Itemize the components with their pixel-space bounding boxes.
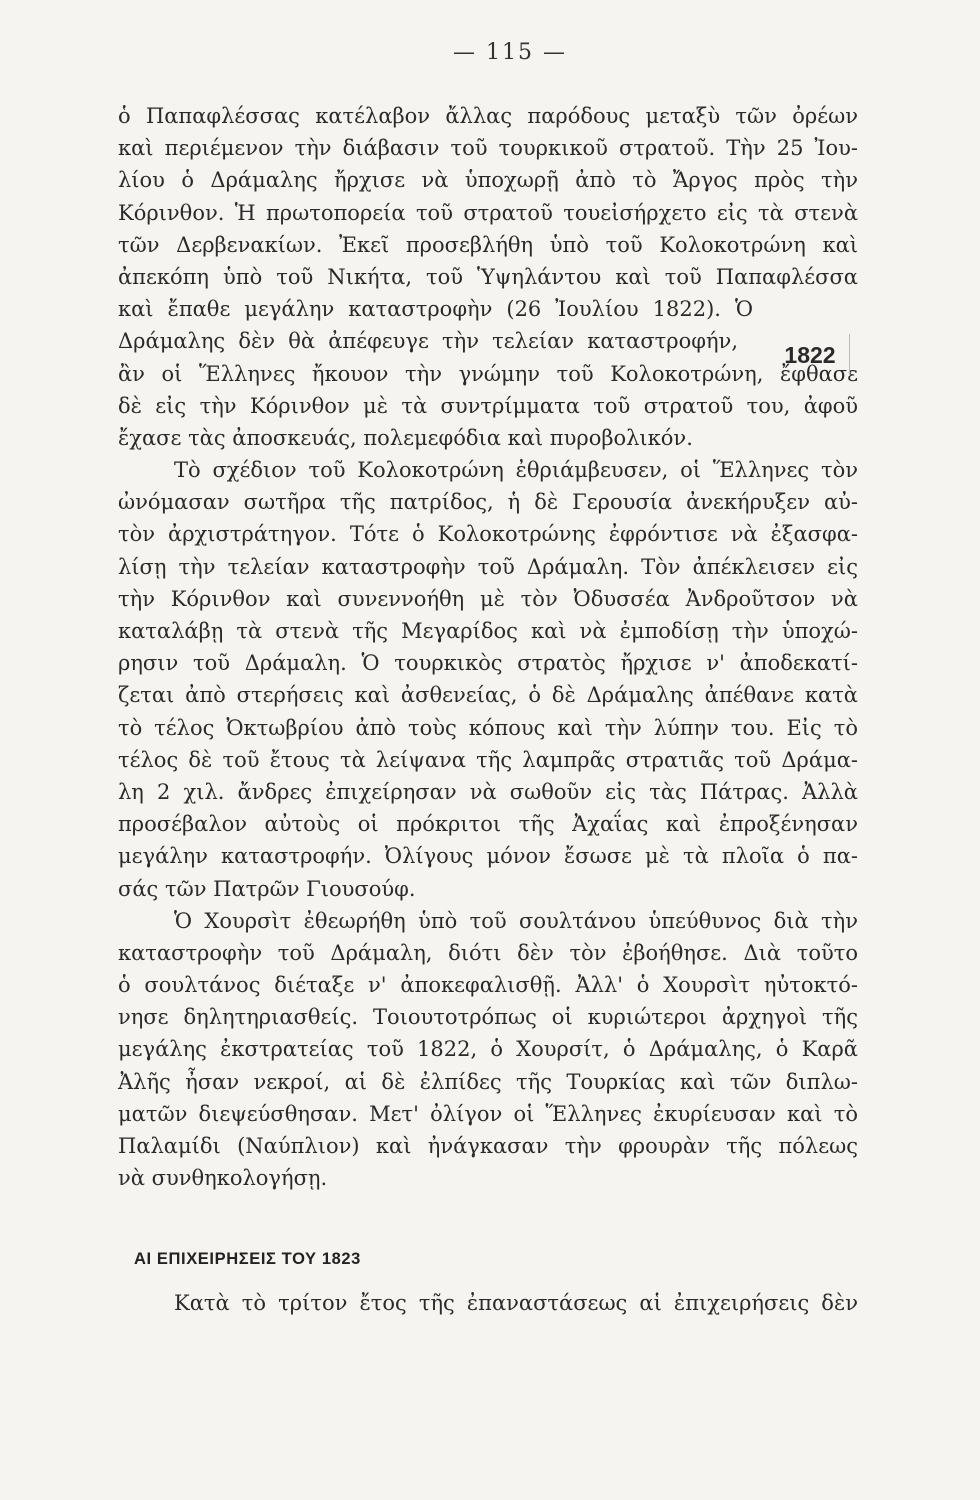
text-line: καὶ περιέμενον τὴν διάβασιν τοῦ τουρκικοῦ στρατοῦ. Τὴν 25 Ἰου- [118, 136, 858, 161]
text-line: ματῶν διεψεύσθησαν. Μετ' ὀλίγον οἱ Ἕλληνες ἐκυρίευσαν καὶ τὸ [118, 1101, 858, 1126]
text-line: νησε δηλητηριασθείς. Τοιουτοτρόπως οἱ κυριώτεροι ἀρχηγοὶ τῆς [118, 1005, 858, 1030]
text-line: τῶν Δερβενακίων. Ἐκεῖ προσεβλήθη ὑπὸ τοῦ Κολοκοτρώνη καὶ [118, 232, 858, 257]
text-line: ἔχασε τὰς ἀποσκευάς, πολεμεφόδια καὶ πυροβολικόν. [118, 425, 693, 450]
text-line: καταστροφὴν τοῦ Δράμαλη, διότι δὲν τὸν ἐβοήθησε. Διὰ τοῦτο [118, 940, 858, 965]
text-line: λίου ὁ Δράμαλης ἤρχισε νὰ ὑποχωρῇ ἀπὸ τὸ Ἄργος πρὸς τὴν [118, 168, 858, 193]
text-line: ρησιν τοῦ Δράμαλη. Ὁ τουρκικὸς στρατὸς ἤρχισε ν' ἀποδεκατί- [118, 651, 858, 676]
text-line: ἀπεκόπη ὑπὸ τοῦ Νικήτα, τοῦ Ὑψηλάντου καὶ τοῦ Παπαφλέσσα [118, 264, 858, 289]
text-line: μεγάλην καταστροφήν. Ὀλίγους μόνον ἔσωσε μὲ τὰ πλοῖα ὁ πα- [118, 844, 858, 869]
text-line: τὸν ἀρχιστράτηγον. Τότε ὁ Κολοκοτρώνης ἐφρόντισε νὰ ἐξασφα- [118, 522, 858, 547]
section-heading: ΑΙ ΕΠΙΧΕΙΡΗΣΕΙΣ ΤΟΥ 1823 [134, 1250, 361, 1268]
text-line-final: Κατὰ τὸ τρίτον ἔτος τῆς ἐπαναστάσεως αἱ ἐπιχειρήσεις δὲν [174, 1291, 858, 1315]
text-line: καὶ ἔπαθε μεγάλην καταστροφὴν (26 Ἰουλίου 1822). Ὁ [118, 297, 753, 322]
text-line: ζεται ἀπὸ στερήσεις καὶ ἀσθενείας, ὁ δὲ Δράμαλης ἀπέθανε κατὰ [118, 683, 858, 708]
text-line: σάς τῶν Πατρῶν Γιουσούφ. [118, 876, 416, 901]
margin-note-year: 1822 [771, 334, 850, 376]
text-line: καταλάβῃ τὰ στενὰ τῆς Μεγαρίδος καὶ νὰ ἐμποδίσῃ τὴν ὑποχώ- [118, 619, 858, 643]
text-line: ὁ σουλτάνος διέταξε ν' ἀποκεφαλισθῇ. Ἀλλ' ὁ Χουρσὶτ ηὐτοκτό- [118, 973, 858, 998]
text-line: ὠνόμασαν σωτῆρα τῆς πατρίδος, ἡ δὲ Γερουσία ἀνεκήρυξεν αὐ- [118, 490, 858, 515]
text-line: Ὁ Χουρσὶτ ἐθεωρήθη ὑπὸ τοῦ σουλτάνου ὑπεύθυνος διὰ τὴν [174, 908, 858, 933]
text-line: λίσῃ τὴν τελείαν καταστροφὴν τοῦ Δράμαλη. Τὸν ἀπέκλεισεν εἰς [118, 554, 858, 579]
text-line: προσέβαλον αὐτοὺς οἱ πρόκριτοι τῆς Ἀχαΐας καὶ ἐπροξένησαν [118, 812, 858, 837]
text-line: Κόρινθον. Ἡ πρωτοπορεία τοῦ στρατοῦ τουεἰσήρχετο εἰς τὰ στενὰ [118, 200, 858, 225]
text-line: ὁ Παπαφλέσσας κατέλαβον ἄλλας παρόδους μεταξὺ τῶν ὀρέων [118, 104, 858, 128]
page-number: — 115 — [453, 40, 567, 65]
text-line: τέλος δὲ τοῦ ἔτους τὰ λείψανα τῆς λαμπρᾶς στρατιᾶς τοῦ Δράμα- [118, 747, 858, 772]
text-line: νὰ συνθηκολογήσῃ. [118, 1166, 328, 1191]
text-line: τὴν Κόρινθον καὶ συνεννοήθη μὲ τὸν Ὀδυσσέα Ἀνδροῦτσον νὰ [118, 586, 858, 611]
text-line: Παλαμίδι (Ναύπλιον) καὶ ἠνάγκασαν τὴν φρουρὰν τῆς πόλεως [118, 1134, 858, 1158]
text-line: λη 2 χιλ. ἄνδρες ἐπιχείρησαν νὰ σωθοῦν εἰς τὰς Πάτρας. Ἀλλὰ [118, 779, 858, 804]
text-line: ἂν οἱ Ἕλληνες ἤκουον τὴν γνώμην τοῦ Κολοκοτρώνη, ἔφθασε [118, 361, 858, 386]
text-line: Ἀλῆς ἦσαν νεκροί, αἱ δὲ ἐλπίδες τῆς Τουρκίας καὶ τῶν διπλω- [118, 1069, 858, 1094]
text-line: Δράμαλης δὲν θὰ ἀπέφευγε τὴν τελείαν καταστροφήν, [118, 329, 738, 354]
text-line: τὸ τέλος Ὀκτωβρίου ἀπὸ τοὺς κόπους καὶ τὴν λύπην του. Εἰς τὸ [118, 715, 858, 740]
text-line: μεγάλης ἐκστρατείας τοῦ 1822, ὁ Χουρσίτ, ὁ Δράμαλης, ὁ Καρᾶ [118, 1037, 858, 1062]
body-text [118, 100, 858, 1194]
text-line: Τὸ σχέδιον τοῦ Κολοκοτρώνη ἐθριάμβευσεν, οἱ Ἕλληνες τὸν [174, 458, 858, 483]
text-line: δὲ εἰς τὴν Κόρινθον μὲ τὰ συντρίμματα τοῦ στρατοῦ του, ἀφοῦ [118, 393, 858, 418]
